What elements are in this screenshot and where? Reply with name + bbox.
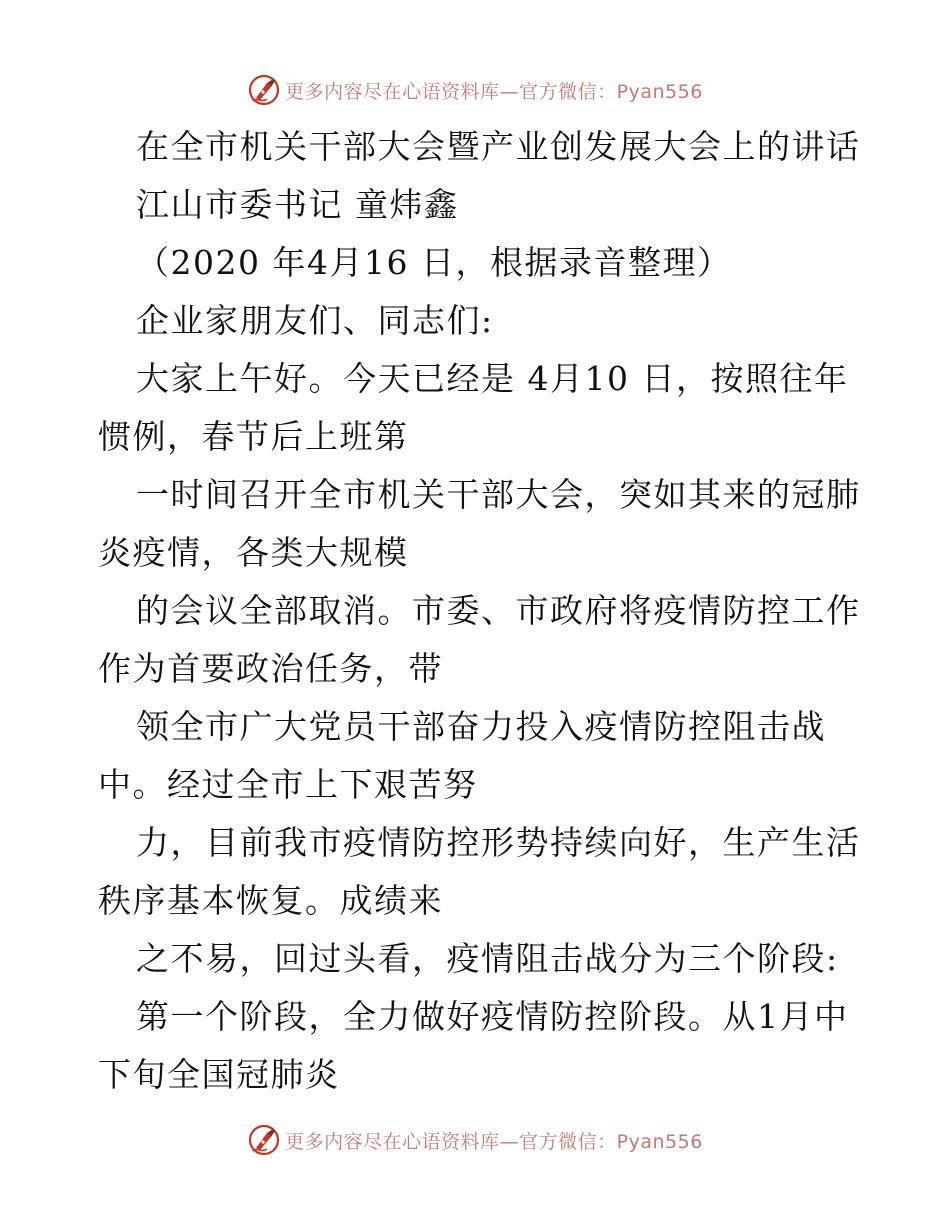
paragraph-line: 之不易，回过头看，疫情阻击战分为三个阶段: — [136, 939, 839, 978]
paragraph-line: 力，目前我市疫情防控形势持续向好，生产生活 — [136, 823, 861, 862]
paragraph-line: 领全市广大党员干部奋力投入疫情防控阻击战 — [136, 707, 826, 746]
footer-banner — [0, 1120, 950, 1160]
paragraph-line: 一时间召开全市机关干部大会，突如其来的冠肺 — [136, 475, 861, 514]
paragraph-line: 的会议全部取消。市委、市政府将疫情防控工作 — [136, 591, 861, 630]
pen-nib-logo-icon — [247, 73, 281, 107]
document-author: 江山市委书记 童炜鑫 — [136, 185, 459, 224]
header-banner-text: 更多内容尽在心语资料库—官方微信：Pyan556 — [285, 80, 703, 103]
paragraph-line: 秩序基本恢复。成绩来 — [98, 881, 443, 920]
paragraph-line: 大家上午好。今天已经是 4月10 日，按照往年 — [136, 359, 849, 398]
paragraph-line: 下旬全国冠肺炎 — [98, 1055, 340, 1094]
header-banner — [0, 70, 950, 110]
document-title: 在全市机关干部大会暨产业创发展大会上的讲话 — [136, 127, 861, 166]
paragraph-line: 惯例，春节后上班第 — [98, 417, 409, 456]
paragraph-line: 第一个阶段，全力做好疫情防控阶段。从1月中 — [136, 997, 849, 1036]
paragraph-line: 中。经过全市上下艰苦努 — [98, 765, 478, 804]
document-date-note: （2020 年4月16 日，根据录音整理） — [136, 243, 732, 282]
paragraph-line: 作为首要政治任务，带 — [98, 649, 443, 688]
footer-banner-content — [247, 1123, 703, 1157]
paragraph-line: 炎疫情，各类大规模 — [98, 533, 409, 572]
document-body — [98, 118, 861, 1104]
pen-nib-logo-icon — [247, 1123, 281, 1157]
salutation: 企业家朋友们、同志们: — [136, 301, 494, 340]
header-banner-content — [247, 73, 703, 107]
footer-banner-text: 更多内容尽在心语资料库—官方微信：Pyan556 — [285, 1130, 703, 1153]
